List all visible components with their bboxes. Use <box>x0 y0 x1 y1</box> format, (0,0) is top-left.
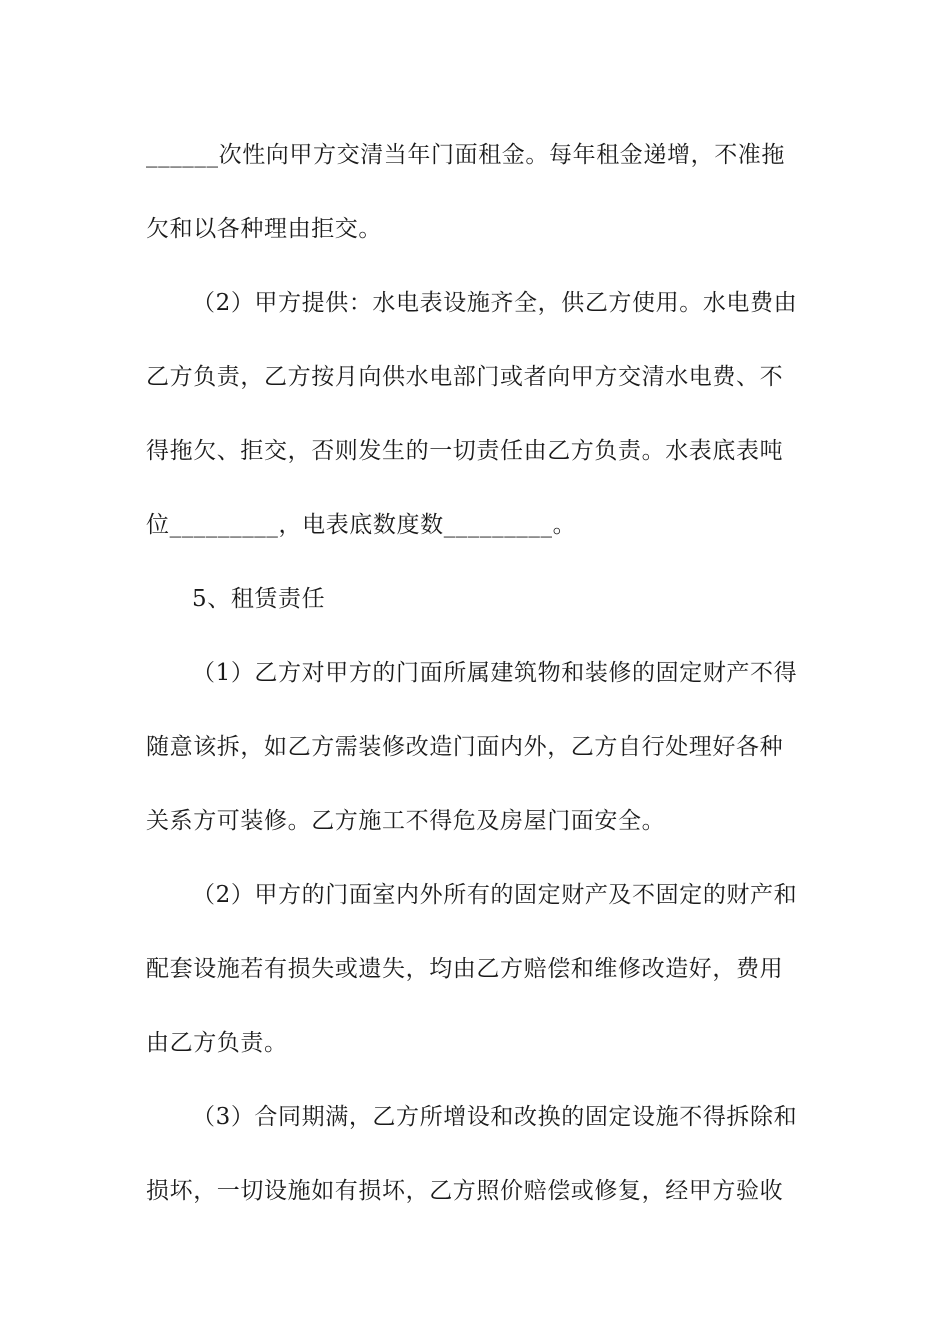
text-line: 关系方可装修。乙方施工不得危及房屋门面安全。 <box>146 808 666 834</box>
text-line: 位_________，电表底数度数_________。 <box>146 512 577 538</box>
text-line: 随意该拆，如乙方需装修改造门面内外，乙方自行处理好各种 <box>146 734 784 760</box>
text-line: 配套设施若有损失或遗失，均由乙方赔偿和维修改造好，费用 <box>146 956 784 982</box>
paragraph-start-line: （1）乙方对甲方的门面所属建筑物和装修的固定财产不得 <box>192 660 798 686</box>
text-line: 得拖欠、拒交，否则发生的一切责任由乙方负责。水表底表吨 <box>146 438 784 464</box>
text-line: 欠和以各种理由拒交。 <box>146 216 382 242</box>
paragraph-start-line: （2）甲方提供：水电表设施齐全，供乙方使用。水电费由 <box>192 290 798 316</box>
text-line: 乙方负责，乙方按月向供水电部门或者向甲方交清水电费、不 <box>146 364 784 390</box>
text-line: 损坏，一切设施如有损坏，乙方照价赔偿或修复，经甲方验收 <box>146 1178 784 1204</box>
section-heading: 5、租赁责任 <box>192 586 326 612</box>
text-line: ______次性向甲方交清当年门面租金。每年租金递增，不准拖 <box>146 142 785 168</box>
paragraph-start-line: （3）合同期满，乙方所增设和改换的固定设施不得拆除和 <box>192 1104 798 1130</box>
paragraph-start-line: （2）甲方的门面室内外所有的固定财产及不固定的财产和 <box>192 882 798 908</box>
text-line: 由乙方负责。 <box>146 1030 288 1056</box>
